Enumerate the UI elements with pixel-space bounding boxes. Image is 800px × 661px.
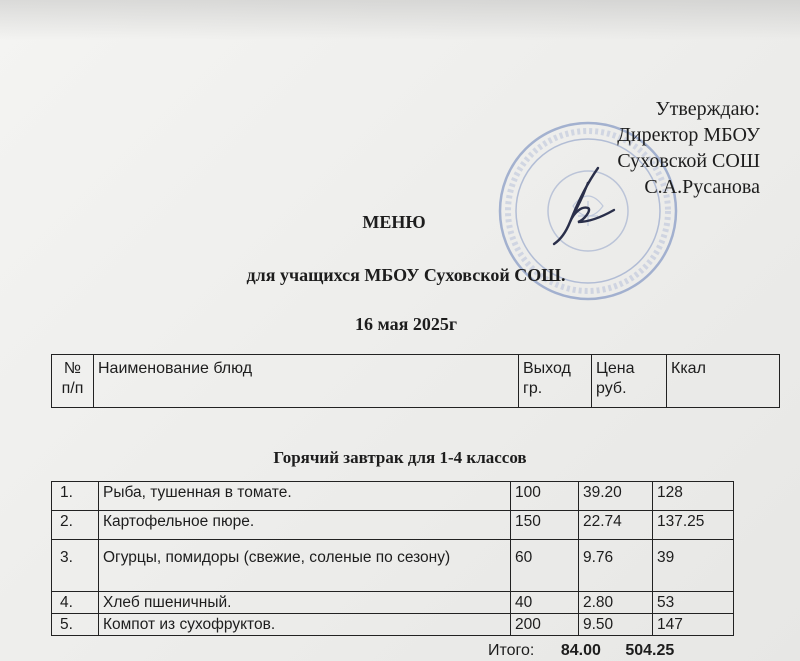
- item-price: 9.76: [579, 540, 653, 592]
- approval-line: Утверждаю:: [655, 98, 760, 120]
- approval-position: Директор МБОУ: [617, 124, 760, 146]
- table-row: [52, 592, 734, 614]
- item-num: 1.: [52, 482, 99, 511]
- approval-block: [617, 96, 760, 200]
- total-label: Итого:: [488, 642, 535, 659]
- item-kcal: 147: [653, 614, 734, 636]
- item-price: 39.20: [579, 482, 653, 511]
- table-row: [52, 511, 734, 540]
- section-title: Горячий завтрак для 1-4 классов: [273, 448, 527, 467]
- col-name-header: Наименование блюд: [94, 355, 519, 408]
- item-num: 5.: [52, 614, 99, 636]
- table-row: [52, 614, 734, 636]
- menu-date: 16 мая 2025г: [354, 314, 458, 334]
- photo-shadow: [0, 0, 800, 40]
- signature: [548, 162, 618, 252]
- item-name: Рыба, тушенная в томате.: [99, 482, 511, 511]
- total-price: 84.00: [560, 642, 601, 659]
- approval-school: Суховской СОШ: [617, 150, 760, 172]
- item-out: 200: [511, 614, 579, 636]
- approval-name: С.А.Русанова: [644, 176, 760, 198]
- menu-table: [51, 481, 734, 636]
- item-price: 9.50: [579, 614, 653, 636]
- item-out: 150: [511, 511, 579, 540]
- header-table: [51, 354, 780, 408]
- col-kcal-header: Ккал: [667, 355, 780, 408]
- col-num-header: № п/п: [52, 355, 94, 408]
- item-name: Картофельное пюре.: [99, 511, 511, 540]
- item-name: Хлеб пшеничный.: [99, 592, 511, 614]
- table-row: [52, 482, 734, 511]
- total-kcal: 504.25: [625, 642, 675, 659]
- item-kcal: 128: [653, 482, 734, 511]
- item-kcal: 137.25: [653, 511, 734, 540]
- item-num: 4.: [52, 592, 99, 614]
- item-out: 40: [511, 592, 579, 614]
- col-price-header: Цена руб.: [592, 355, 667, 408]
- item-kcal: 39: [653, 540, 734, 592]
- item-name: Компот из сухофруктов.: [99, 614, 511, 636]
- item-name: Огурцы, помидоры (свежие, соленые по сезону): [99, 540, 511, 592]
- item-num: 3.: [52, 540, 99, 592]
- page-subtitle: для учащихся МБОУ Суховской СОШ.: [246, 265, 566, 285]
- page-title: МЕНЮ: [362, 212, 426, 232]
- item-out: 60: [511, 540, 579, 592]
- col-out-header: Выход гр.: [519, 355, 592, 408]
- item-price: 22.74: [579, 511, 653, 540]
- item-out: 100: [511, 482, 579, 511]
- item-price: 2.80: [579, 592, 653, 614]
- table-row: [52, 540, 734, 592]
- item-kcal: 53: [653, 592, 734, 614]
- item-num: 2.: [52, 511, 99, 540]
- total-row: [488, 642, 674, 660]
